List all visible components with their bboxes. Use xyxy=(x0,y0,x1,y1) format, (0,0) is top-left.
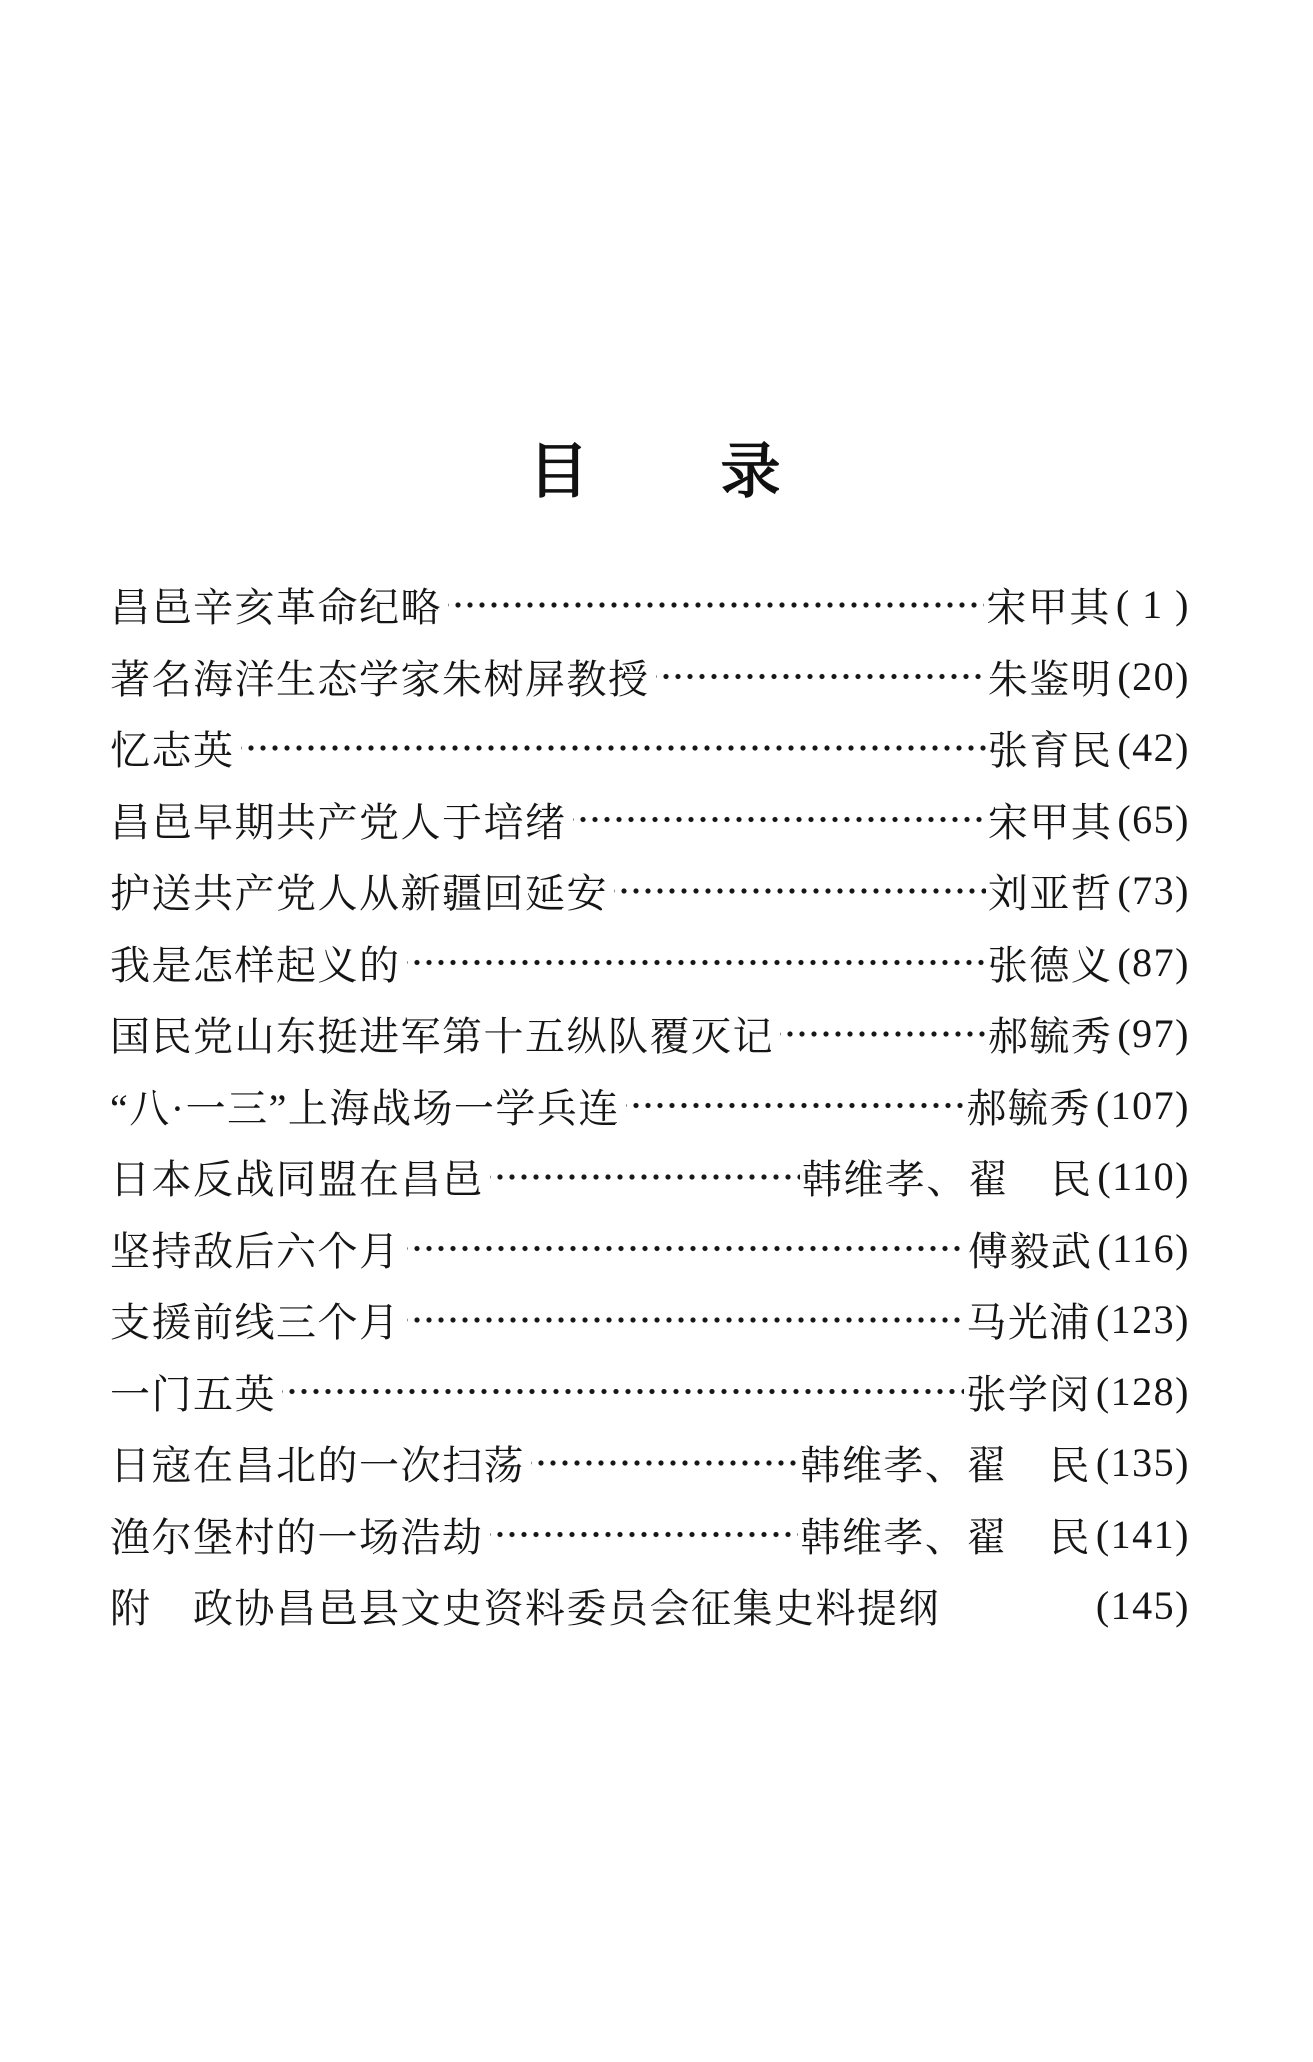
toc-entry-page: (73) xyxy=(1117,868,1190,914)
toc-entry-page: (123) xyxy=(1095,1297,1190,1343)
toc-entry-author: 郝毓秀 xyxy=(966,1085,1091,1131)
toc-entry-author: 张德义 xyxy=(987,942,1113,988)
toc-entry xyxy=(110,641,1190,713)
toc-entry-title: 忆志英 xyxy=(110,728,235,774)
toc-entry-page: (107) xyxy=(1095,1082,1190,1128)
toc-entry-title: 附 政协昌邑县文史资料委员会征集史料提纲 xyxy=(110,1586,940,1632)
toc-entry-title: 坚持敌后六个月 xyxy=(110,1228,401,1274)
toc-entry-page: (141) xyxy=(1095,1511,1190,1557)
toc-entry-title: 日本反战同盟在昌邑 xyxy=(110,1157,484,1203)
toc-entry-title: 国民党山东挺进军第十五纵队覆灭记 xyxy=(110,1014,774,1060)
toc-entry-page: (97) xyxy=(1117,1011,1190,1057)
dot-leader xyxy=(241,712,986,784)
dot-leader xyxy=(490,1141,800,1213)
toc-entry xyxy=(110,1570,1190,1642)
toc-entry-author: 傅毅武 xyxy=(967,1228,1093,1274)
dot-leader xyxy=(490,1499,799,1571)
toc-entry-page: ( 1 ) xyxy=(1115,582,1190,628)
toc-entry-author: 韩维孝、翟 民 xyxy=(801,1157,1093,1203)
toc-entry-author: 韩维孝、翟 民 xyxy=(800,1514,1091,1560)
toc-entry xyxy=(110,1356,1190,1428)
toc-entry xyxy=(110,1141,1190,1213)
toc-entry-title: 昌邑辛亥革命纪略 xyxy=(110,585,442,631)
dot-leader xyxy=(573,784,986,856)
dot-leader xyxy=(656,641,986,713)
dot-leader xyxy=(282,1356,964,1428)
toc-entry-page: (135) xyxy=(1095,1440,1190,1486)
toc-entry-title: 昌邑早期共产党人于培绪 xyxy=(110,799,567,845)
table-of-contents xyxy=(110,569,1190,1642)
toc-entry xyxy=(110,855,1190,927)
toc-entry-page: (87) xyxy=(1117,939,1190,985)
toc-entry-title: 著名海洋生态学家朱树屏教授 xyxy=(110,656,650,702)
toc-entry xyxy=(110,569,1190,641)
dot-leader xyxy=(448,569,984,641)
dot-leader xyxy=(407,1213,966,1285)
toc-entry-title: 我是怎样起义的 xyxy=(110,942,401,988)
toc-entry-author: 宋甲其 xyxy=(986,585,1111,631)
dot-leader xyxy=(407,927,986,999)
toc-entry xyxy=(110,712,1190,784)
dot-leader xyxy=(780,998,986,1070)
toc-entry-author: 马光浦 xyxy=(966,1300,1091,1346)
toc-entry xyxy=(110,927,1190,999)
toc-entry xyxy=(110,1213,1190,1285)
dot-leader xyxy=(946,1570,1089,1642)
toc-entry-author: 韩维孝、翟 民 xyxy=(800,1443,1091,1489)
dot-leader xyxy=(626,1070,965,1142)
toc-entry-title: 一门五英 xyxy=(110,1371,276,1417)
toc-entry-author: 宋甲其 xyxy=(987,799,1113,845)
toc-entry xyxy=(110,784,1190,856)
dot-leader xyxy=(614,855,986,927)
page-title: 目 录 xyxy=(528,439,785,505)
toc-entry-author: 张育民 xyxy=(987,728,1113,774)
dot-leader xyxy=(531,1427,798,1499)
toc-entry-title: 护送共产党人从新疆回延安 xyxy=(110,871,608,917)
toc-entry xyxy=(110,1499,1190,1571)
toc-entry-author: 朱鉴明 xyxy=(987,656,1113,702)
toc-entry-title: 日寇在昌北的一次扫荡 xyxy=(110,1443,525,1489)
toc-entry-page: (110) xyxy=(1097,1154,1190,1200)
toc-entry-title: “八·一三”上海战场一学兵连 xyxy=(110,1085,620,1131)
toc-entry-page: (128) xyxy=(1095,1368,1190,1414)
toc-entry-author: 郝毓秀 xyxy=(987,1014,1113,1060)
toc-entry-page: (42) xyxy=(1117,725,1190,771)
toc-entry xyxy=(110,1284,1190,1356)
dot-leader xyxy=(407,1284,965,1356)
toc-entry-title: 支援前线三个月 xyxy=(110,1300,401,1346)
toc-entry-title: 渔尔堡村的一场浩劫 xyxy=(110,1514,484,1560)
toc-entry-author: 张学闵 xyxy=(966,1371,1091,1417)
toc-entry-author: 刘亚哲 xyxy=(987,871,1113,917)
toc-entry xyxy=(110,998,1190,1070)
toc-entry-page: (145) xyxy=(1095,1583,1190,1629)
toc-entry-page: (65) xyxy=(1117,796,1190,842)
toc-entry-page: (116) xyxy=(1097,1225,1190,1271)
toc-entry-page: (20) xyxy=(1117,653,1190,699)
toc-entry xyxy=(110,1070,1190,1142)
toc-entry xyxy=(110,1427,1190,1499)
